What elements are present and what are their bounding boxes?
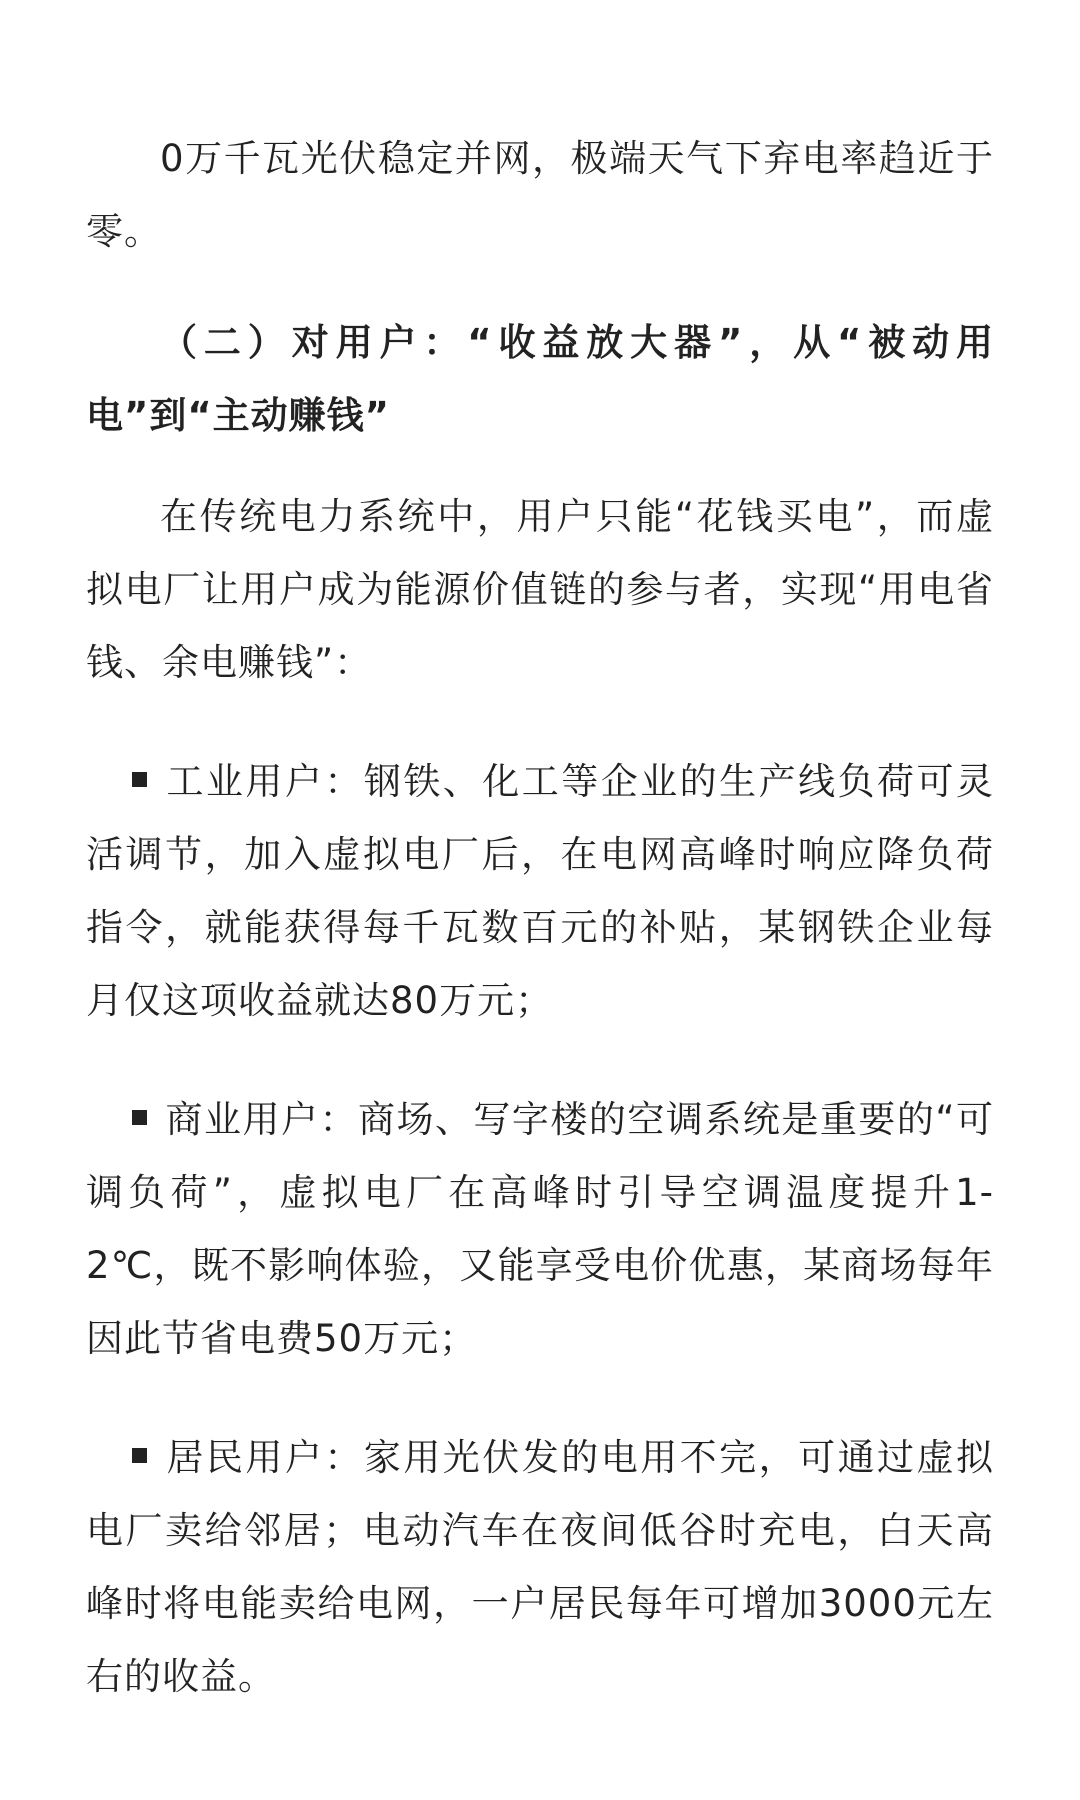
- bullet-item-industrial: [86, 745, 994, 1037]
- bullet-text: 居民用户：家用光伏发的电用不完，可通过虚拟电厂卖给邻居；电动汽车在夜间低谷时充电，白天高峰时将电能卖给电网，一户居民每年可增加3000元左右的收益。: [86, 1436, 994, 1698]
- bullet-item-commercial: [86, 1083, 994, 1375]
- intro-paragraph: 在传统电力系统中，用户只能“花钱买电”，而虚拟电厂让用户成为能源价值链的参与者，实现“用电省钱、余电赚钱”：: [86, 495, 994, 684]
- square-bullet-icon: [132, 772, 147, 787]
- bullet-item-residential: [86, 1421, 994, 1713]
- square-bullet-icon: [132, 1110, 147, 1125]
- square-bullet-icon: [132, 1448, 147, 1463]
- section-heading: （二）对用户：“收益放大器”，从“被动用电”到“主动赚钱”: [86, 321, 994, 437]
- bullet-text: 商业用户：商场、写字楼的空调系统是重要的“可调负荷”，虚拟电厂在高峰时引导空调温度提升1-2℃，既不影响体验，又能享受电价优惠，某商场每年因此节省电费50万元；: [86, 1098, 994, 1360]
- continuation-paragraph: 0万千瓦光伏稳定并网，极端天气下弃电率趋近于零。: [86, 137, 994, 253]
- bullet-text: 工业用户：钢铁、化工等企业的生产线负荷可灵活调节，加入虚拟电厂后，在电网高峰时响应降负荷指令，就能获得每千瓦数百元的补贴，某钢铁企业每月仅这项收益就达80万元；: [86, 760, 994, 1022]
